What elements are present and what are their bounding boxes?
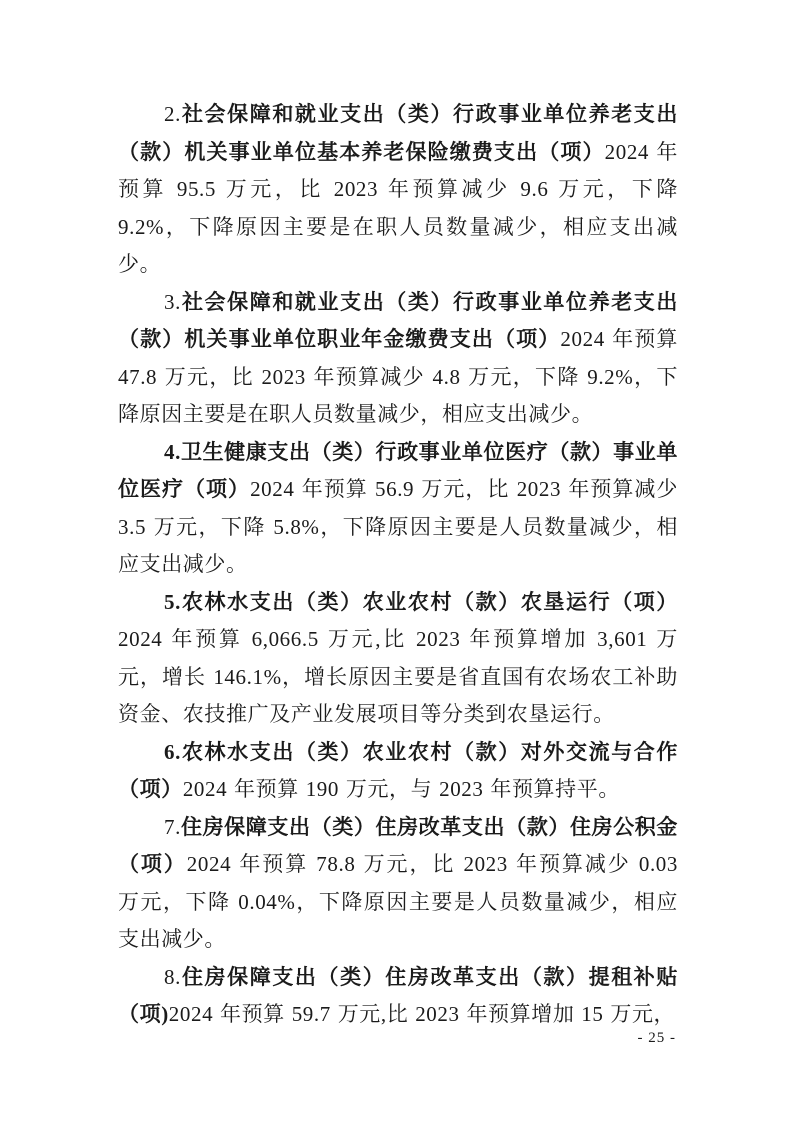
budget-paragraph-2 (118, 96, 678, 284)
paragraph-heading: 农林水支出（类）农业农村（款）对外交流与合作（项） (118, 739, 678, 801)
paragraph-number: 7. (164, 814, 181, 839)
paragraph-number: 5. (164, 589, 181, 614)
budget-paragraph-8 (118, 959, 678, 1034)
paragraph-body: 2024 年预算 6,066.5 万元,比 2023 年预算增加 3,601 万元，增长 146.1%，增长原因主要是省直国有农场农工补助资金、农技推广及产业发展项目等分类到农垦运行。 (118, 627, 678, 726)
paragraph-heading: 卫生健康支出（类）行政事业单位医疗（款）事业单位医疗（项） (118, 439, 678, 501)
document-body (118, 96, 678, 1034)
paragraph-number: 3. (164, 289, 181, 314)
paragraph-number: 6. (164, 739, 181, 764)
paragraph-heading: 农林水支出（类）农业农村（款）农垦运行（项） (180, 589, 678, 614)
paragraph-number: 4. (164, 439, 181, 464)
paragraph-body: 2024 年预算 95.5 万元，比 2023 年预算减少 9.6 万元，下降 9.2%，下降原因主要是在职人员数量减少，相应支出减少。 (118, 139, 678, 276)
budget-paragraph-7 (118, 809, 678, 959)
paragraph-body: 2024 年预算 190 万元，与 2023 年预算持平。 (182, 777, 620, 801)
paragraph-heading: 社会保障和就业支出（类）行政事业单位养老支出（款）机关事业单位基本养老保险缴费支出（项） (118, 102, 678, 164)
paragraph-heading: 住房保障支出（类）住房改革支出（款）住房公积金（项） (118, 814, 678, 876)
budget-paragraph-6 (118, 734, 678, 809)
paragraph-body: 2024 年预算 59.7 万元,比 2023 年预算增加 15 万元， (168, 1002, 676, 1026)
budget-paragraph-4 (118, 434, 678, 584)
paragraph-number: 2. (164, 102, 181, 126)
paragraph-heading: 社会保障和就业支出（类）行政事业单位养老支出（款）机关事业单位职业年金缴费支出（项） (118, 289, 678, 351)
paragraph-heading: 住房保障支出（类）住房改革支出（款）提租补贴（项) (118, 964, 678, 1026)
page-number: - 25 - (637, 1030, 676, 1046)
paragraph-body: 2024 年预算 78.8 万元，比 2023 年预算减少 0.03 万元，下降 0.04%，下降原因主要是人员数量减少，相应支出减少。 (118, 852, 678, 951)
paragraph-number: 8. (164, 964, 181, 989)
budget-paragraph-5 (118, 584, 678, 734)
paragraph-body: 2024 年预算 47.8 万元，比 2023 年预算减少 4.8 万元，下降 9.2%，下降原因主要是在职人员数量减少，相应支出减少。 (118, 327, 678, 426)
paragraph-body: 2024 年预算 56.9 万元，比 2023 年预算减少 3.5 万元，下降 5.8%，下降原因主要是人员数量减少，相应支出减少。 (118, 477, 678, 576)
budget-paragraph-3 (118, 284, 678, 434)
